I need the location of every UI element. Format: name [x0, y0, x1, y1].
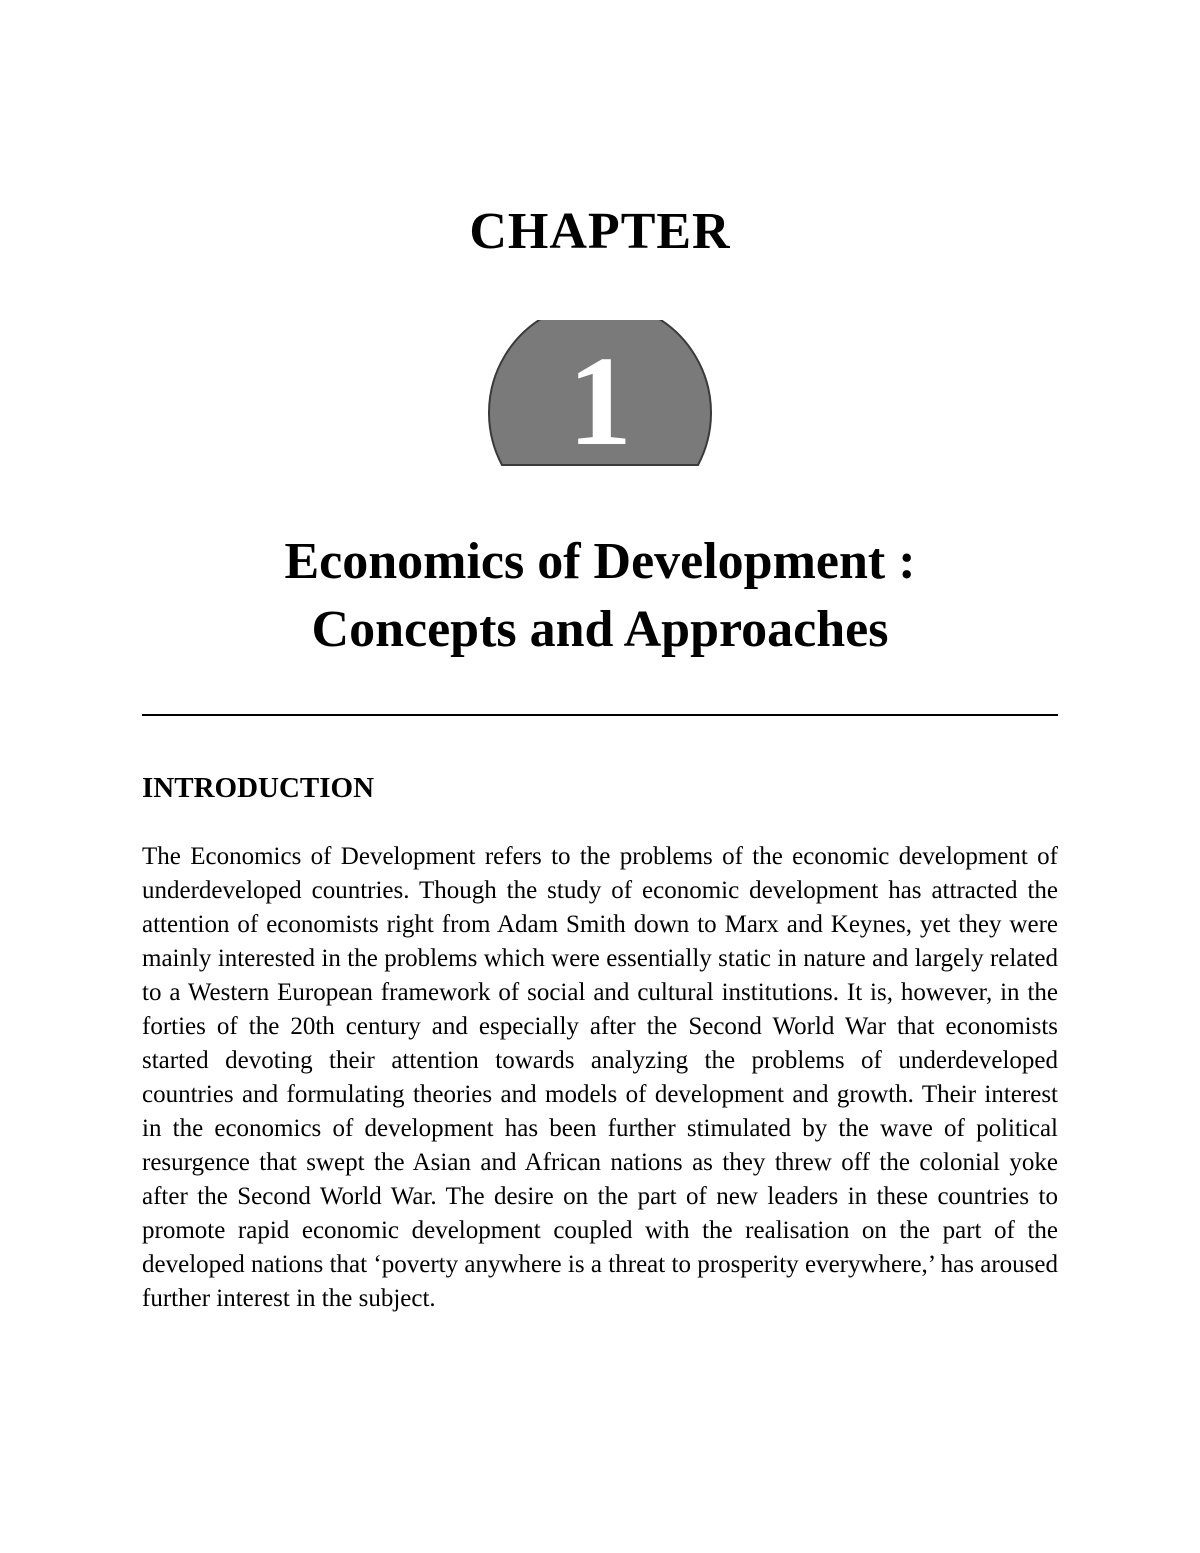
- chapter-title-line-1: Economics of Development :: [284, 533, 916, 590]
- chapter-label: CHAPTER: [469, 203, 731, 260]
- introduction-paragraph: The Economics of Development refers to the problems of the economic development of underdeveloped countries. Though the study of economic development has attracted the attention of economists right from Adam Smith down to Marx and Keynes, yet they were mainly interested in the problems which were essentially static in nature and largely related to a Western European framework of social and cultural institutions. It is, however, in the forties of the 20th century and especially after the Second World War that economists started devoting their attention towards analyzing the problems of underdeveloped countries and formulating theories and models of development and growth. Their interest in the economics of development has been further stimulated by the wave of political resurgence that swept the Asian and African nations as they threw off the colonial yoke after the Second World War. The desire on the part of new leaders in these countries to promote rapid economic development coupled with the realisation on the part of the developed nations that ‘poverty anywhere is a threat to prosperity everywhere,’ has aroused further interest in the subject.: [142, 843, 1058, 1312]
- chapter-badge-shape: [487, 320, 713, 468]
- chapter-number-badge: [487, 320, 713, 468]
- chapter-title-line-2: Concepts and Approaches: [311, 601, 889, 658]
- chapter-number: 1: [568, 330, 632, 468]
- section-heading: INTRODUCTION: [142, 772, 375, 804]
- title-divider: [142, 714, 1058, 716]
- chapter-title: [0, 528, 1200, 664]
